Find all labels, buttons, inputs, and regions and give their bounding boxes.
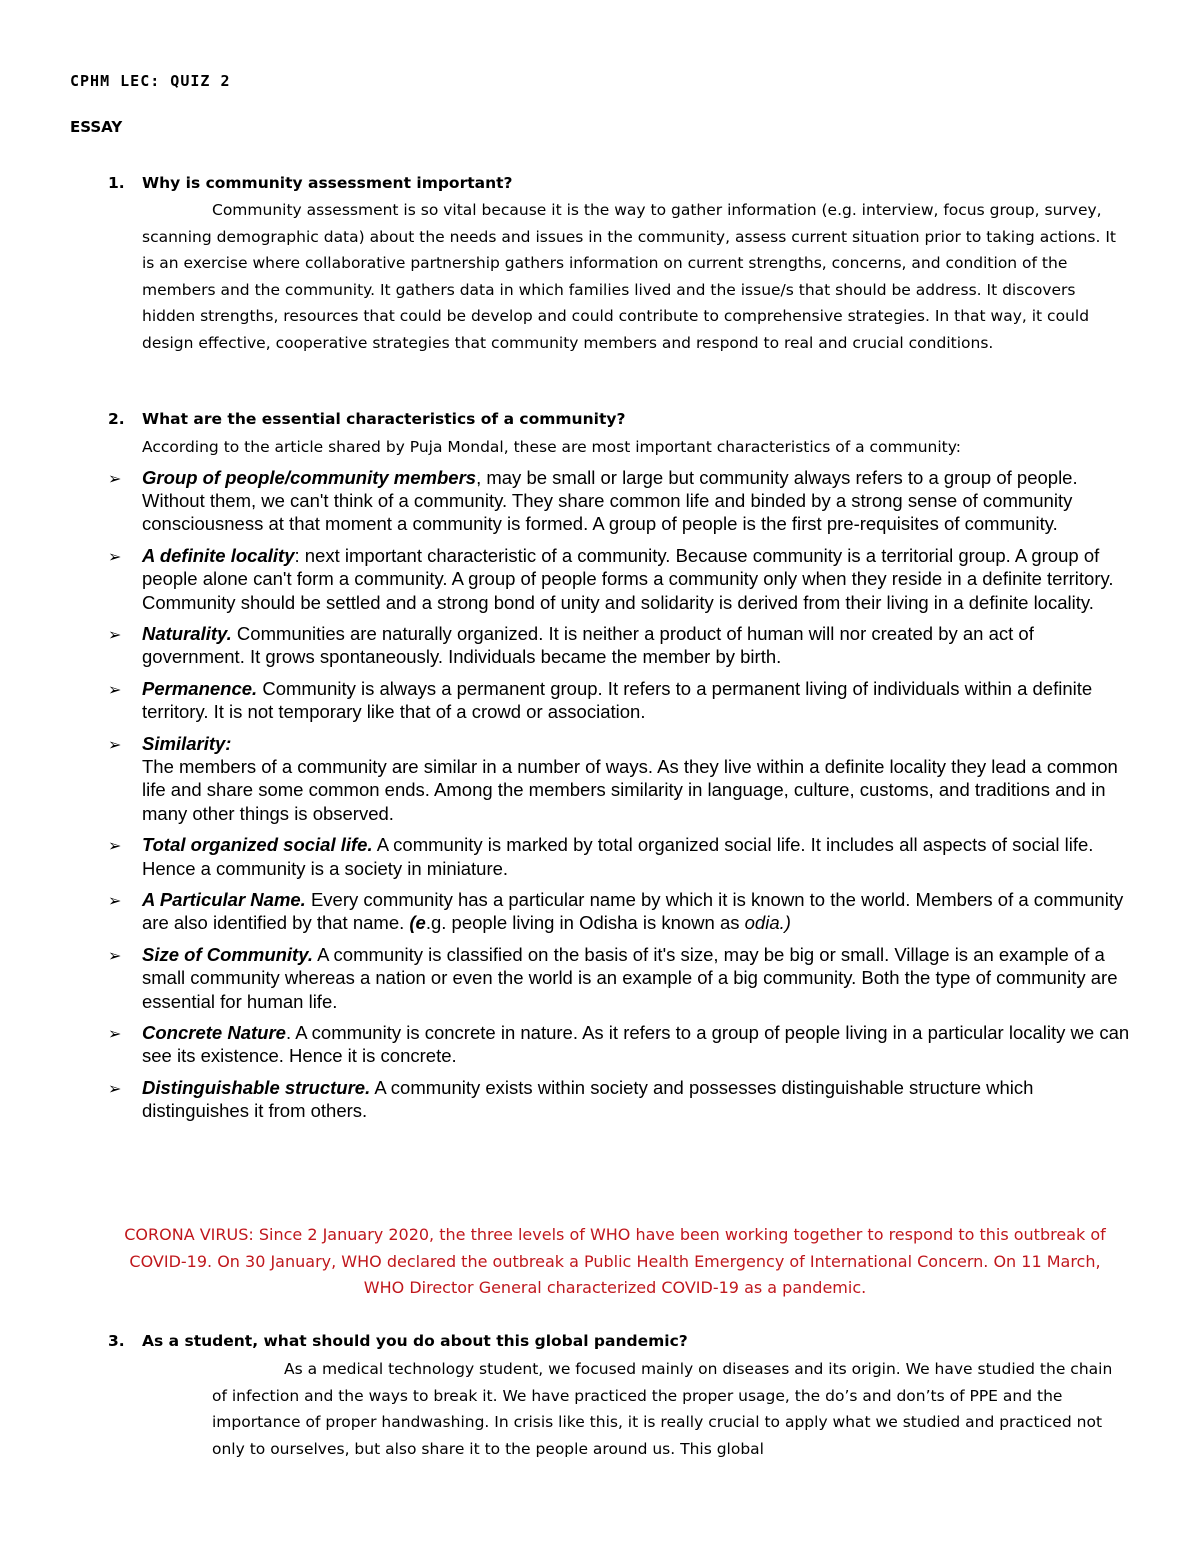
item-term: Group of people/community members (142, 467, 477, 488)
answer-1: Community assessment is so vital because it is the way to gather information (e.g. interview, focus group, survey, scanning demographic data) about the needs and issues in the community, assess current situation prior to taking actions. It is an exercise where collaborative partnership gathers information on current strengths, concerns, and condition of the members and the community. It gathers data in which families lived and the issue/s that should be address. It discovers hidden strengths, resources that could be develop and could contribute to comprehensive strategies. In that way, it could design effective, cooperative strategies that community members and respond to real and crucial conditions. (142, 201, 1116, 352)
arrowhead-bullet-icon: ➢ (108, 1024, 122, 1044)
arrowhead-bullet-icon: ➢ (108, 680, 122, 700)
item-text: . A community is concrete in nature. As it refers to a group of people living in a particular locality we can see its existence. Hence it is concrete. (142, 1022, 1130, 1067)
item-term: Total organized social life. (142, 834, 373, 856)
question-2-text: What are the essential characteristics of a community? (142, 410, 626, 428)
question-2-number: 2. (108, 410, 125, 428)
item-term: Naturality. (142, 623, 232, 645)
item-text: Every community has a particular name by which it is known to the world. Members of a community are also identified by that name. (142, 889, 1124, 934)
item-text: A community is marked by total organized social life. It includes all aspects of social life. Hence a community is a society in miniature. (142, 834, 1094, 879)
arrowhead-bullet-icon: ➢ (108, 1079, 122, 1099)
section-label: ESSAY (70, 118, 123, 136)
item-term: Concrete Nature (142, 1022, 286, 1044)
question-3-text: As a student, what should you do about this global pandemic? (142, 1332, 688, 1350)
question-2-intro: According to the article shared by Puja Mondal, these are most important characteristics of a community: (142, 438, 962, 456)
list-item (108, 466, 1138, 536)
item-text: , may be small or large but community always refers to a group of people. Without them, we can't think of a community. They share common life and binded by a strong sense of community consciousness at that moment a community is formed. A group of people is the first pre-requisites of community. (142, 467, 1078, 535)
arrowhead-bullet-icon: ➢ (108, 735, 122, 755)
list-item (108, 1076, 1138, 1122)
item-term: Size of Community. (142, 944, 313, 966)
arrowhead-bullet-icon: ➢ (108, 625, 122, 645)
list-item (108, 833, 1138, 879)
item-text: A community exists within society and possesses distinguishable structure which distinguishes it from others. (142, 1077, 1034, 1122)
item-text: Community is always a permanent group. It refers to a permanent living of individuals within a definite territory. It is not temporary like that of a crowd or association. (142, 678, 1093, 723)
item-term: Permanence. (142, 678, 258, 700)
list-item (108, 544, 1138, 614)
corona-virus-note: CORONA VIRUS: Since 2 January 2020, the three levels of WHO have been working together to respond to this outbreak of COVID-19. On 30 January, WHO declared the outbreak a Public Health Emergency of International Concern. On 11 March, WHO Director General characterized COVID-19 as a pandemic. (124, 1225, 1106, 1297)
list-item (108, 888, 1138, 934)
item-example-open: (e (409, 912, 426, 934)
question-1-text: Why is community assessment important? (142, 174, 513, 192)
list-item (108, 677, 1138, 723)
list-item (108, 943, 1138, 1013)
list-item (108, 732, 1138, 825)
item-term: A Particular Name. (142, 889, 306, 911)
list-item (108, 622, 1138, 668)
arrowhead-bullet-icon: ➢ (108, 946, 122, 966)
item-text: The members of a community are similar in a number of ways. As they live within a definite locality they lead a common life and share some common ends. Among the members similarity in language, culture, customs, and traditions and in many other things is observed. (142, 756, 1118, 824)
course-title: CPHM LEC: QUIZ 2 (70, 72, 231, 90)
arrowhead-bullet-icon: ➢ (108, 836, 122, 856)
list-item (108, 1021, 1138, 1067)
item-text: A community is classified on the basis of it's size, may be big or small. Village is an example of a small community whereas a nation or even the world is an example of a big community. Both the type of community are essential for human life. (142, 944, 1118, 1012)
arrowhead-bullet-icon: ➢ (108, 469, 122, 488)
item-example-word: odia.) (744, 912, 791, 934)
answer-3: As a medical technology student, we focused mainly on diseases and its origin. We have studied the chain of infection and the ways to break it. We have practiced the proper usage, the do’s and don’ts of PPE and the importance of proper handwashing. In crisis like this, it is really crucial to apply what we studied and practiced not only to ourselves, but also share it to the people around us. This global (212, 1360, 1113, 1458)
item-example-text: .g. people living in Odisha is known as (425, 912, 745, 934)
item-text: : next important characteristic of a community. Because community is a territorial group. A group of people alone can't form a community. A group of people forms a community only when they reside in a definite territory. Community should be settled and a strong bond of unity and solidarity is derived from their living in a definite locality. (142, 545, 1114, 613)
arrowhead-bullet-icon: ➢ (108, 891, 122, 911)
question-1-number: 1. (108, 174, 125, 192)
question-3-number: 3. (108, 1332, 125, 1350)
item-term: Similarity: (142, 733, 232, 755)
item-term: A definite locality (142, 545, 295, 567)
item-term: Distinguishable structure. (142, 1077, 371, 1099)
item-text: Communities are naturally organized. It is neither a product of human will nor created by an act of government. It grows spontaneously. Individuals became the member by birth. (142, 623, 1034, 668)
arrowhead-bullet-icon: ➢ (108, 547, 122, 567)
characteristics-list (108, 466, 1138, 1131)
